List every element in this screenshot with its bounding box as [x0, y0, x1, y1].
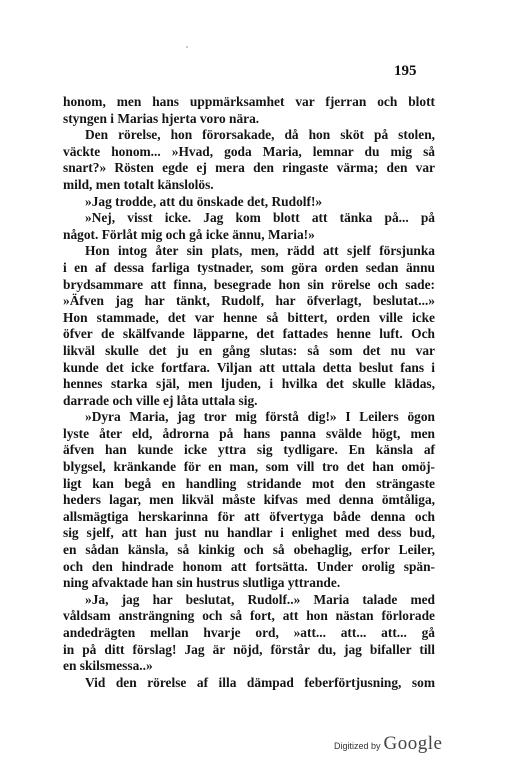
text-line: »Dyra Maria, jag tror mig förstå dig!» I Leilers ögon — [85, 409, 435, 425]
text-line: öfver de skälfvande läpparne, det fattades henne luft. Och — [63, 326, 435, 342]
text-line: heders lagar, men likväl måste kifvas med denna ömtåliga, — [63, 492, 435, 508]
text-line: andedrägten mellan hvarje ord, »att... att... att... gå — [63, 625, 435, 640]
watermark-prefix: Digitized by — [334, 741, 381, 751]
text-line: lyste åter eld, ådrorna på hans panna svälde högt, men — [63, 425, 435, 441]
text-line: »Äfven jag har tänkt, Rudolf, har öfverlagt, beslutat...» — [63, 293, 435, 309]
text-line: allsmägtiga herskarinna för att öfvertyga både denna och — [63, 508, 435, 524]
text-line: darrade och ville ej låta uttala sig. — [63, 392, 258, 408]
text-line: »Jag trodde, att du önskade det, Rudolf!» — [85, 193, 323, 209]
text-line: styngen i Marias hjerta voro nära. — [63, 110, 260, 126]
text-line: Vid den rörelse af illa dämpad feberförtjusning, som — [85, 674, 435, 690]
text-line: något. Förlåt mig och gå icke ännu, Maria!» — [63, 226, 315, 242]
text-line: kunde det icke fortfara. Viljan att uttala detta beslut fans i — [63, 359, 435, 375]
text-line: Den rörelse, hon förorsakade, då hon sköt på stolen, — [85, 127, 435, 143]
text-line: sig sjelf, att han just nu handlar i enlighet med dess bud, — [63, 525, 435, 541]
paper-speck — [186, 46, 188, 48]
text-line: ligt kan begå en handling stridande mot den strängaste — [63, 475, 435, 491]
text-line: äfven han kunde icke yttra sig tydligare. En känsla af — [63, 442, 435, 458]
text-line: in på ditt förslag! Jag är nöjd, förstår du, jag bifaller till — [63, 641, 435, 657]
text-line: väckte honom... »Hvad, goda Maria, lemnar du mig så — [63, 143, 435, 159]
page-number: 195 — [394, 63, 417, 79]
text-line: snart?» Rösten egde ej mera den ringaste värma; den var — [63, 160, 435, 176]
text-line: ning afvaktade han sin hustrus slutliga yttrande. — [63, 575, 341, 591]
text-line: honom, men hans uppmärksamhet var fjerran och blott — [63, 94, 435, 109]
body-text — [63, 94, 435, 691]
text-line: brydsammare att finna, besegrade hon sin rörelse och sade: — [63, 276, 435, 292]
text-line: och den hindrade honom att fortsätta. Under orolig spän- — [63, 558, 435, 574]
text-line: Hon intog åter sin plats, men, rädd att sjelf försjunka — [85, 243, 435, 259]
text-line: i en af dessa farliga tystnader, som göra orden sedan ännu — [63, 259, 435, 275]
text-line: »Nej, visst icke. Jag kom blott att tänka på... på — [85, 210, 435, 226]
digitized-watermark — [334, 733, 442, 755]
text-line: likväl skulle det ju en gång slutas: så som det nu var — [63, 342, 435, 358]
text-line: våldsam ansträngning och så fort, att hon nästan förlorade — [63, 608, 435, 624]
text-line: en skilsmessa..» — [63, 658, 153, 674]
text-line: Hon stammade, det var henne så bittert, orden ville icke — [63, 309, 435, 325]
text-line: en sådan känsla, så kinkig och så obehaglig, erfor Leiler, — [63, 542, 435, 558]
text-line: mild, men totalt känslolös. — [63, 176, 214, 192]
text-line: »Ja, jag har beslutat, Rudolf..» Maria talade med — [85, 591, 435, 607]
text-line: blygsel, kränkande för en man, som vill tro det han omöj- — [63, 459, 435, 475]
google-logo: Google — [383, 733, 443, 754]
text-line: hennes starka själ, men ljuden, i hvilka det skulle klädas, — [63, 376, 435, 392]
